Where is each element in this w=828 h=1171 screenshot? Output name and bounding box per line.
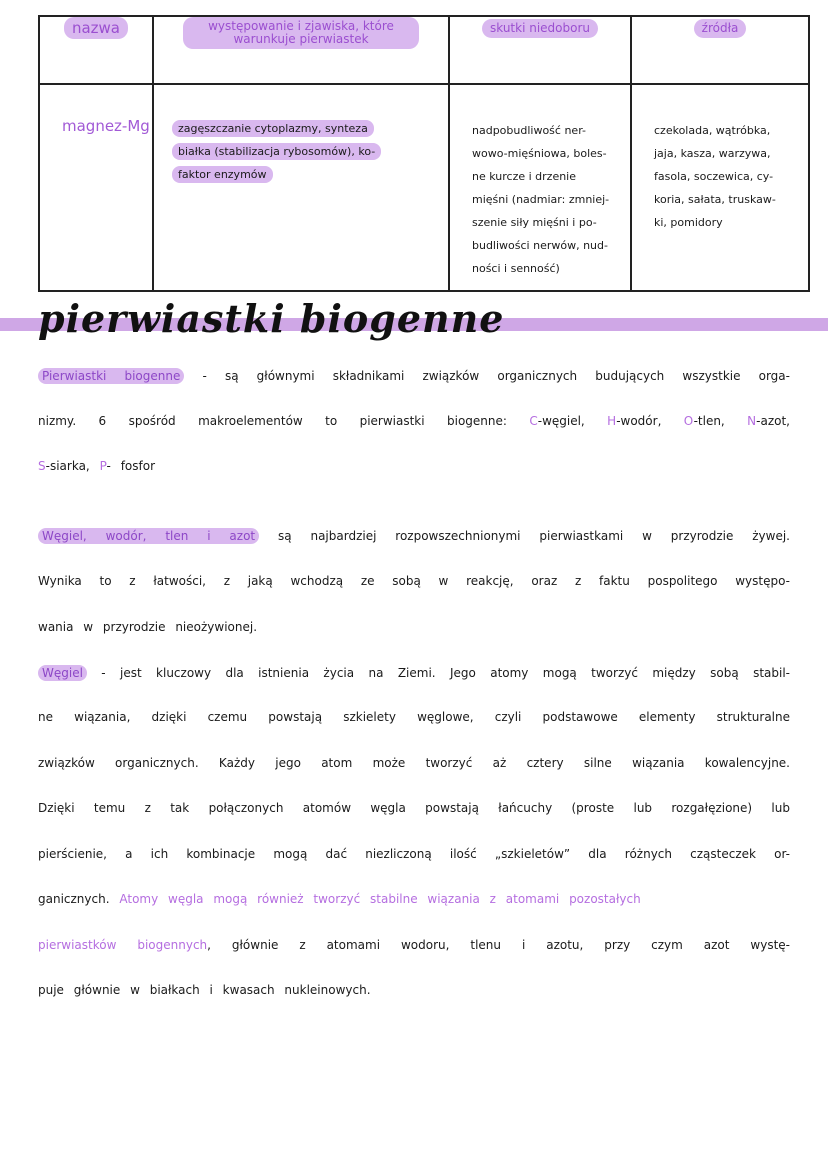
- sources-line: jaja, kasza, warzywa,: [654, 147, 771, 160]
- text-segment: ne wiązania, dzięki czemu powstają szkielety węglowe, czyli podstawowe elementy strukturalne: [38, 710, 790, 724]
- text-segment: Wynika to z łatwości, z jaką wchodzą ze sobą w reakcję, oraz z faktu pospolitego występo-: [38, 574, 790, 588]
- deficiency-line: mięśni (nadmiar: zmniej-: [472, 193, 610, 206]
- text-line: [38, 574, 790, 588]
- purple-text: pierwiastków biogennych: [38, 938, 208, 952]
- text-line: [38, 459, 155, 473]
- text-segment: - są głównymi składnikami związków organicznych budujących wszystkie orga-: [184, 369, 790, 383]
- text-line: [38, 983, 371, 997]
- text-segment: puje głównie w białkach i kwasach nukleinowych.: [38, 983, 371, 997]
- header-sources: źródła: [694, 19, 747, 38]
- deficiency-line: nadpobudliwość ner-: [472, 124, 586, 137]
- deficiency-line: ności i senność): [472, 262, 560, 275]
- purple-text: P: [99, 459, 107, 473]
- header-occurrence: występowanie i zjawiska, które warunkuje pierwiastek: [183, 17, 419, 49]
- table-row: [39, 84, 809, 291]
- text-line: [38, 369, 790, 383]
- text-line: [38, 756, 790, 770]
- text-segment: -azot,: [756, 414, 790, 428]
- text-line: [38, 710, 790, 724]
- header-name: nazwa: [64, 17, 128, 39]
- sources-line: czekolada, wątróbka,: [654, 124, 771, 137]
- text-segment: , głównie z atomami wodoru, tlenu i azotu, przy czym azot wystę-: [207, 938, 790, 952]
- text-line: [38, 666, 790, 680]
- table-header-row: [39, 16, 809, 84]
- purple-text: Atomy węgla mogą również tworzyć stabilne wiązania z atomami pozostałych: [119, 892, 641, 906]
- text-segment: -węgiel,: [537, 414, 608, 428]
- text-segment: -tlen,: [693, 414, 748, 428]
- text-line: [38, 529, 790, 543]
- sources-cell: [631, 84, 809, 291]
- sources-line: ki, pomidory: [654, 216, 723, 229]
- text-line: [38, 938, 790, 952]
- text-segment: Dzięki temu z tak połączonych atomów węgla powstają łańcuchy (proste lub rozgałęzione) lub: [38, 801, 790, 815]
- text-segment: - jest kluczowy dla istnienia życia na Ziemi. Jego atomy mogą tworzyć między sobą stabil-: [86, 666, 790, 680]
- purple-text: C: [529, 414, 538, 428]
- occurrence-line: zagęszczanie cytoplazmy, synteza: [172, 120, 374, 137]
- purple-text: S: [38, 459, 46, 473]
- deficiency-line: szenie siły mięśni i po-: [472, 216, 597, 229]
- text-line: [38, 892, 641, 906]
- sources-line: koria, sałata, truskaw-: [654, 193, 776, 206]
- deficiency-line: wowo-mięśniowa, boles-: [472, 147, 607, 160]
- text-segment: nizmy. 6 spośród makroelementów to pierwiastki biogenne:: [38, 414, 530, 428]
- page-title: pierwiastki biogenne: [38, 296, 505, 341]
- magnesium-table: [38, 15, 810, 292]
- text-segment: związków organicznych. Każdy jego atom może tworzyć aż cztery silne wiązania kowalencyjne.: [38, 756, 790, 770]
- text-segment: -siarka,: [45, 459, 100, 473]
- text-line: [38, 847, 790, 861]
- purple-text: O: [683, 414, 694, 428]
- text-segment: -wodór,: [616, 414, 684, 428]
- text-segment: wania w przyrodzie nieożywionej.: [38, 620, 258, 634]
- header-deficiency: skutki niedoboru: [482, 19, 598, 38]
- highlighted-term: Pierwiastki biogenne: [38, 368, 184, 384]
- purple-text: N: [747, 414, 757, 428]
- text-segment: ganicznych.: [38, 892, 120, 906]
- sources-line: fasola, soczewica, cy-: [654, 170, 774, 183]
- purple-text: H: [607, 414, 617, 428]
- occurrence-line: faktor enzymów: [172, 166, 273, 183]
- occurrence-line: białka (stabilizacja rybosomów), ko-: [172, 143, 381, 160]
- highlighted-term: Węgiel: [38, 665, 87, 681]
- text-line: [38, 620, 257, 634]
- text-line: [38, 414, 790, 428]
- text-segment: są najbardziej rozpowszechnionymi pierwiastkami w przyrodzie żywej.: [259, 529, 790, 543]
- deficiency-line: budliwości nerwów, nud-: [472, 239, 608, 252]
- deficiency-cell: [449, 84, 631, 291]
- element-name: magnez-Mg: [39, 84, 153, 291]
- text-segment: - fosfor: [106, 459, 156, 473]
- text-segment: pierścienie, a ich kombinacje mogą dać niezliczoną ilość „szkieletów” dla różnych cząsteczek or-: [38, 847, 790, 861]
- highlighted-term: Węgiel, wodór, tlen i azot: [38, 528, 259, 544]
- text-line: [38, 801, 790, 815]
- deficiency-line: ne kurcze i drzenie: [472, 170, 577, 183]
- occurrence-cell: [153, 84, 449, 291]
